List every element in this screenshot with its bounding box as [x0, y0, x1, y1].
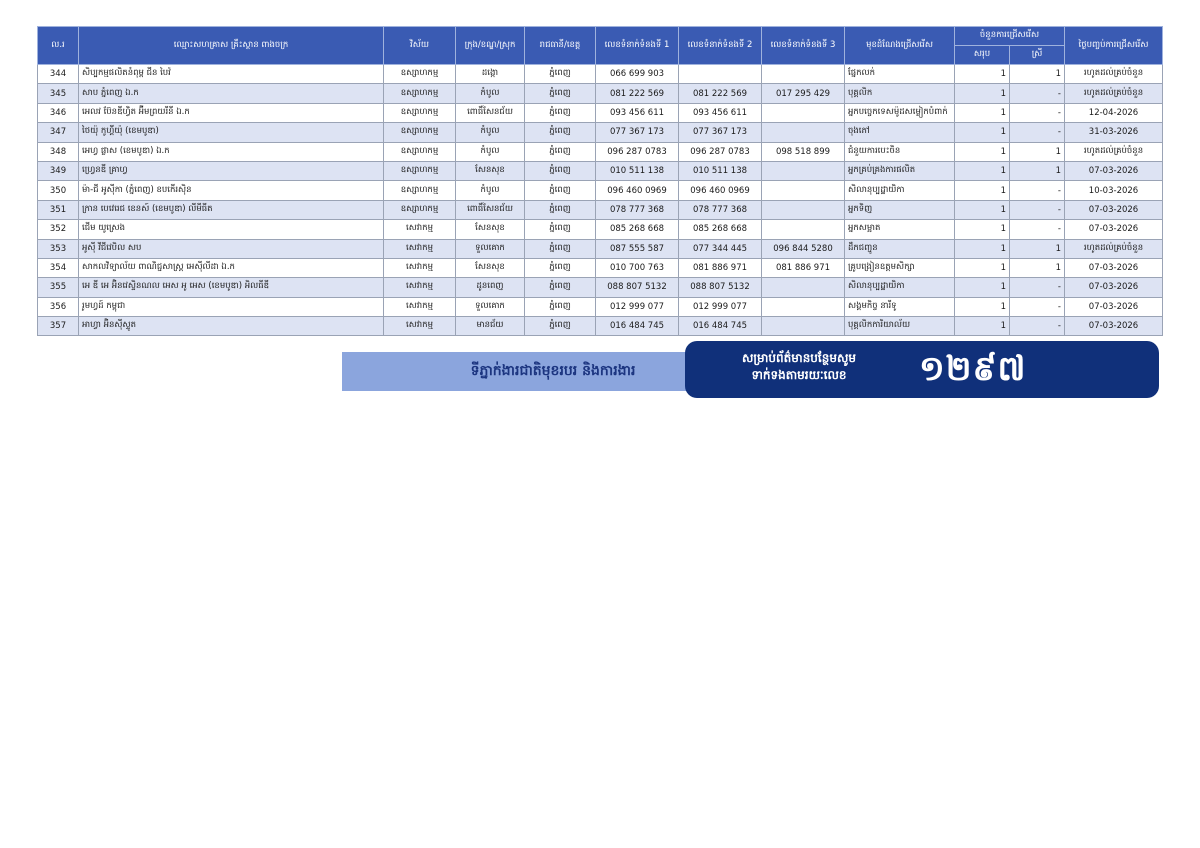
cell-province: ភ្នំពេញ [525, 239, 596, 258]
cell-province: ភ្នំពេញ [525, 278, 596, 297]
header-deadline: ថ្ងៃបញ្ចប់ការជ្រើសរើស [1065, 27, 1163, 65]
cell-phone3 [762, 278, 845, 297]
cell-total: 1 [955, 65, 1010, 84]
cell-phone3: 096 844 5280 [762, 239, 845, 258]
cell-no: 347 [38, 123, 79, 142]
cell-phone2: 078 777 368 [679, 200, 762, 219]
cell-phone2: 081 886 971 [679, 258, 762, 277]
agency-name: ទីភ្នាក់ងារជាតិមុខរបរ និងការងារ [470, 363, 636, 379]
cell-phone3 [762, 181, 845, 200]
header-sector: វិស័យ [384, 27, 456, 65]
cell-position: សិលានុប្បដ្ឋាយិកា [845, 278, 955, 297]
cell-deadline: 07-03-2026 [1065, 278, 1163, 297]
cell-district: សែនសុខ [456, 220, 525, 239]
cell-deadline: 07-03-2026 [1065, 317, 1163, 336]
cell-female: - [1010, 181, 1065, 200]
cell-phone3: 017 295 429 [762, 84, 845, 103]
cell-province: ភ្នំពេញ [525, 297, 596, 316]
cell-province: ភ្នំពេញ [525, 220, 596, 239]
cell-phone3 [762, 161, 845, 180]
cell-position: អ្នកសម្អាត [845, 220, 955, 239]
table-row [38, 317, 1163, 336]
cell-total: 1 [955, 123, 1010, 142]
cell-female: 1 [1010, 239, 1065, 258]
cell-company: ហ្វ្រេនឌី គ្រាហ្វ [79, 161, 384, 180]
cell-position: អ្នកគ្រប់គ្រងការផលិត [845, 161, 955, 180]
cell-female: - [1010, 103, 1065, 122]
cell-total: 1 [955, 297, 1010, 316]
cell-sector: ឧស្សាហកម្ម [384, 142, 456, 161]
cell-sector: សេវាកម្ម [384, 258, 456, 277]
cell-company: សាកលវិទ្យាល័យ ពាណិជ្ជសាស្ត្រ អេស៊ីលីដា ឯ.ក [79, 258, 384, 277]
table-row [38, 123, 1163, 142]
cell-district: ដូនពេញ [456, 278, 525, 297]
cell-phone2: 096 287 0783 [679, 142, 762, 161]
cell-phone3 [762, 317, 845, 336]
cell-phone2: 088 807 5132 [679, 278, 762, 297]
cell-company: ជើម យូស្រេង [79, 220, 384, 239]
cell-phone1: 066 699 903 [596, 65, 679, 84]
cell-phone1: 077 367 173 [596, 123, 679, 142]
header-company: ឈ្មោះសហគ្រាស គ្រឹះស្ថាន ពាងចក្រ [79, 27, 384, 65]
cell-company: អេហ្វ ផ្លាស (ខេមបូឌា) ឯ.ក [79, 142, 384, 161]
cell-district: កំបូល [456, 84, 525, 103]
table-row [38, 200, 1163, 219]
cell-company: អូស៊ី វីជីវេបិល សប [79, 239, 384, 258]
cell-deadline: រហូតដល់គ្រប់ចំនួន [1065, 65, 1163, 84]
cell-phone2: 096 460 0969 [679, 181, 762, 200]
hotline-banner [685, 341, 1159, 398]
cell-phone2: 081 222 569 [679, 84, 762, 103]
table-row [38, 181, 1163, 200]
table-row [38, 258, 1163, 277]
cell-no: 348 [38, 142, 79, 161]
header-phone1: លេខទំនាក់ទំនងទី 1 [596, 27, 679, 65]
table-body [38, 65, 1163, 336]
cell-province: ភ្នំពេញ [525, 317, 596, 336]
cell-company: សាប ភ្នំពេញ ឯ.ក [79, 84, 384, 103]
table-row [38, 239, 1163, 258]
table-row [38, 84, 1163, 103]
header-female: ស្រី [1010, 46, 1065, 65]
cell-company: ម៉ា-ជី អូស៊ីកា (ភ្នំពេញ) ខបកើរស៊ិន [79, 181, 384, 200]
cell-female: 1 [1010, 258, 1065, 277]
cell-company: ក្រាន បេវេរេជ ខេនស៍ (ខេមបូឌា) លីមីធីត [79, 200, 384, 219]
cell-phone1: 085 268 668 [596, 220, 679, 239]
cell-deadline: រហូតដល់គ្រប់ចំនួន [1065, 84, 1163, 103]
cell-district: ពោធិ៍សែនជ័យ [456, 200, 525, 219]
cell-district: មានជ័យ [456, 317, 525, 336]
cell-district: ទួលគោក [456, 297, 525, 316]
cell-sector: សេវាកម្ម [384, 297, 456, 316]
table-row [38, 220, 1163, 239]
cell-deadline: 12-04-2026 [1065, 103, 1163, 122]
cell-female: 1 [1010, 161, 1065, 180]
cell-phone2: 085 268 668 [679, 220, 762, 239]
cell-position: ដឹកជញ្ជូន [845, 239, 955, 258]
header-district: ក្រុង/ខណ្ឌ/ស្រុក [456, 27, 525, 65]
cell-female: 1 [1010, 65, 1065, 84]
cell-position: បុគ្គលិកការិយាល័យ [845, 317, 955, 336]
cell-province: ភ្នំពេញ [525, 181, 596, 200]
cell-deadline: 07-03-2026 [1065, 161, 1163, 180]
cell-no: 356 [38, 297, 79, 316]
cell-position: បុគ្គលិក [845, 84, 955, 103]
cell-phone3 [762, 297, 845, 316]
cell-female: 1 [1010, 142, 1065, 161]
cell-deadline: 10-03-2026 [1065, 181, 1163, 200]
cell-no: 346 [38, 103, 79, 122]
cell-total: 1 [955, 220, 1010, 239]
table-row [38, 161, 1163, 180]
cell-phone2 [679, 65, 762, 84]
cell-province: ភ្នំពេញ [525, 84, 596, 103]
cell-district: កំបូល [456, 181, 525, 200]
cell-phone3: 081 886 971 [762, 258, 845, 277]
cell-sector: ឧស្សាហកម្ម [384, 84, 456, 103]
cell-phone1: 088 807 5132 [596, 278, 679, 297]
cell-province: ភ្នំពេញ [525, 65, 596, 84]
table-row [38, 65, 1163, 84]
cell-phone3 [762, 103, 845, 122]
cell-no: 345 [38, 84, 79, 103]
cell-female: - [1010, 278, 1065, 297]
cell-position: សង្គមកិច្ច នារីទូ [845, 297, 955, 316]
cell-position: ចុងភៅ [845, 123, 955, 142]
cell-phone2: 010 511 138 [679, 161, 762, 180]
header-no: ល.រ [38, 27, 79, 65]
cell-sector: ឧស្សាហកម្ម [384, 200, 456, 219]
job-listings-table [37, 26, 1163, 336]
cell-no: 354 [38, 258, 79, 277]
cell-female: - [1010, 200, 1065, 219]
cell-position: អ្នកទិញ [845, 200, 955, 219]
cell-no: 355 [38, 278, 79, 297]
cell-company: រូមហ្វដ៍ កម្ពុជា [79, 297, 384, 316]
cell-female: - [1010, 297, 1065, 316]
header-province: រាជធានី/ខេត្ត [525, 27, 596, 65]
cell-female: - [1010, 220, 1065, 239]
cell-company: អេ ឌី អេ អ៊ិនវេស្ទិនណល អេស អូ អេស (ខេមបូឌា) អិលធីឌី [79, 278, 384, 297]
cell-deadline: 07-03-2026 [1065, 297, 1163, 316]
header-recruit-group: ចំនួនការជ្រើសរើស [955, 27, 1065, 46]
cell-phone1: 078 777 368 [596, 200, 679, 219]
cell-deadline: 07-03-2026 [1065, 220, 1163, 239]
header-total: សរុប [955, 46, 1010, 65]
cell-sector: សេវាកម្ម [384, 239, 456, 258]
cell-district: កំបូល [456, 142, 525, 161]
cell-female: - [1010, 84, 1065, 103]
cell-phone1: 016 484 745 [596, 317, 679, 336]
cell-total: 1 [955, 161, 1010, 180]
cell-no: 353 [38, 239, 79, 258]
cell-position: អ្នកបច្ចេកទេសម៉ូដសម្លៀកបំពាក់ [845, 103, 955, 122]
cell-phone1: 010 700 763 [596, 258, 679, 277]
cell-district: សែនសុខ [456, 161, 525, 180]
cell-phone2: 077 367 173 [679, 123, 762, 142]
cell-total: 1 [955, 278, 1010, 297]
cell-total: 1 [955, 317, 1010, 336]
cell-company: អេលវ ប៊ែនឌីហ្វិត អ៊ីមព្រយរីនី ឯ.ក [79, 103, 384, 122]
cell-total: 1 [955, 84, 1010, 103]
cell-no: 349 [38, 161, 79, 180]
cell-position: ផ្នែកលក់ [845, 65, 955, 84]
header-phone3: លេខទំនាក់ទំនងទី 3 [762, 27, 845, 65]
cell-female: - [1010, 317, 1065, 336]
cell-phone1: 081 222 569 [596, 84, 679, 103]
hotline-caption-line2: ទាក់ទងតាមរយៈលេខ [751, 368, 847, 382]
cell-deadline: 07-03-2026 [1065, 200, 1163, 219]
cell-no: 351 [38, 200, 79, 219]
cell-phone1: 096 460 0969 [596, 181, 679, 200]
cell-province: ភ្នំពេញ [525, 258, 596, 277]
cell-phone3 [762, 200, 845, 219]
table-row [38, 103, 1163, 122]
cell-total: 1 [955, 142, 1010, 161]
cell-sector: សេវាកម្ម [384, 317, 456, 336]
cell-company: ថៃយ៉ុ កូហ្គីយ៉ុ (ខេមបូឌា) [79, 123, 384, 142]
cell-phone1: 012 999 077 [596, 297, 679, 316]
cell-district: ដង្កោ [456, 65, 525, 84]
cell-phone2: 093 456 611 [679, 103, 762, 122]
cell-phone3 [762, 123, 845, 142]
table-header [38, 27, 1163, 65]
cell-company: អាហ្វា អ៊ិនស៊ីស្ទូត [79, 317, 384, 336]
cell-total: 1 [955, 181, 1010, 200]
cell-sector: ឧស្សាហកម្ម [384, 161, 456, 180]
cell-sector: ឧស្សាហកម្ម [384, 123, 456, 142]
cell-sector: សេវាកម្ម [384, 278, 456, 297]
cell-phone3 [762, 220, 845, 239]
cell-district: ពោធិ៍សែនជ័យ [456, 103, 525, 122]
cell-total: 1 [955, 258, 1010, 277]
cell-province: ភ្នំពេញ [525, 123, 596, 142]
cell-sector: ឧស្សាហកម្ម [384, 181, 456, 200]
cell-phone1: 093 456 611 [596, 103, 679, 122]
cell-province: ភ្នំពេញ [525, 142, 596, 161]
cell-position: ជំនួយការបេះចិន [845, 142, 955, 161]
cell-province: ភ្នំពេញ [525, 161, 596, 180]
cell-no: 350 [38, 181, 79, 200]
cell-company: សិប្បកម្មផលិតនំពុម្ព ជីន បៃវ៉ [79, 65, 384, 84]
cell-sector: ឧស្សាហកម្ម [384, 65, 456, 84]
cell-sector: ឧស្សាហកម្ម [384, 103, 456, 122]
cell-phone2: 016 484 745 [679, 317, 762, 336]
cell-total: 1 [955, 239, 1010, 258]
cell-deadline: 31-03-2026 [1065, 123, 1163, 142]
cell-position: សិលានុប្បដ្ឋាយិកា [845, 181, 955, 200]
cell-phone1: 096 287 0783 [596, 142, 679, 161]
header-phone2: លេខទំនាក់ទំនងទី 2 [679, 27, 762, 65]
cell-phone2: 012 999 077 [679, 297, 762, 316]
cell-total: 1 [955, 103, 1010, 122]
cell-no: 344 [38, 65, 79, 84]
cell-deadline: រហូតដល់គ្រប់ចំនួន [1065, 142, 1163, 161]
cell-position: គ្រូបង្រៀនឧត្តមសិក្សា [845, 258, 955, 277]
cell-province: ភ្នំពេញ [525, 200, 596, 219]
cell-phone3 [762, 65, 845, 84]
table-row [38, 297, 1163, 316]
cell-phone3: 098 518 899 [762, 142, 845, 161]
table-row [38, 278, 1163, 297]
cell-province: ភ្នំពេញ [525, 103, 596, 122]
cell-no: 357 [38, 317, 79, 336]
cell-district: កំបូល [456, 123, 525, 142]
cell-deadline: 07-03-2026 [1065, 258, 1163, 277]
table-row [38, 142, 1163, 161]
cell-district: សែនសុខ [456, 258, 525, 277]
cell-deadline: រហូតដល់គ្រប់ចំនួន [1065, 239, 1163, 258]
cell-no: 352 [38, 220, 79, 239]
cell-sector: សេវាកម្ម [384, 220, 456, 239]
cell-total: 1 [955, 200, 1010, 219]
hotline-caption-line1: សម្រាប់ព័ត៌មានបន្ថែមសូម [741, 351, 857, 365]
agency-banner [342, 352, 724, 391]
hotline-caption [719, 350, 879, 384]
cell-female: - [1010, 123, 1065, 142]
cell-district: ទួលគោក [456, 239, 525, 258]
hotline-number: ១២៩៧ [919, 349, 1027, 389]
header-position: មុខដំណែងជ្រើសរើស [845, 27, 955, 65]
cell-phone1: 010 511 138 [596, 161, 679, 180]
cell-phone1: 087 555 587 [596, 239, 679, 258]
cell-phone2: 077 344 445 [679, 239, 762, 258]
